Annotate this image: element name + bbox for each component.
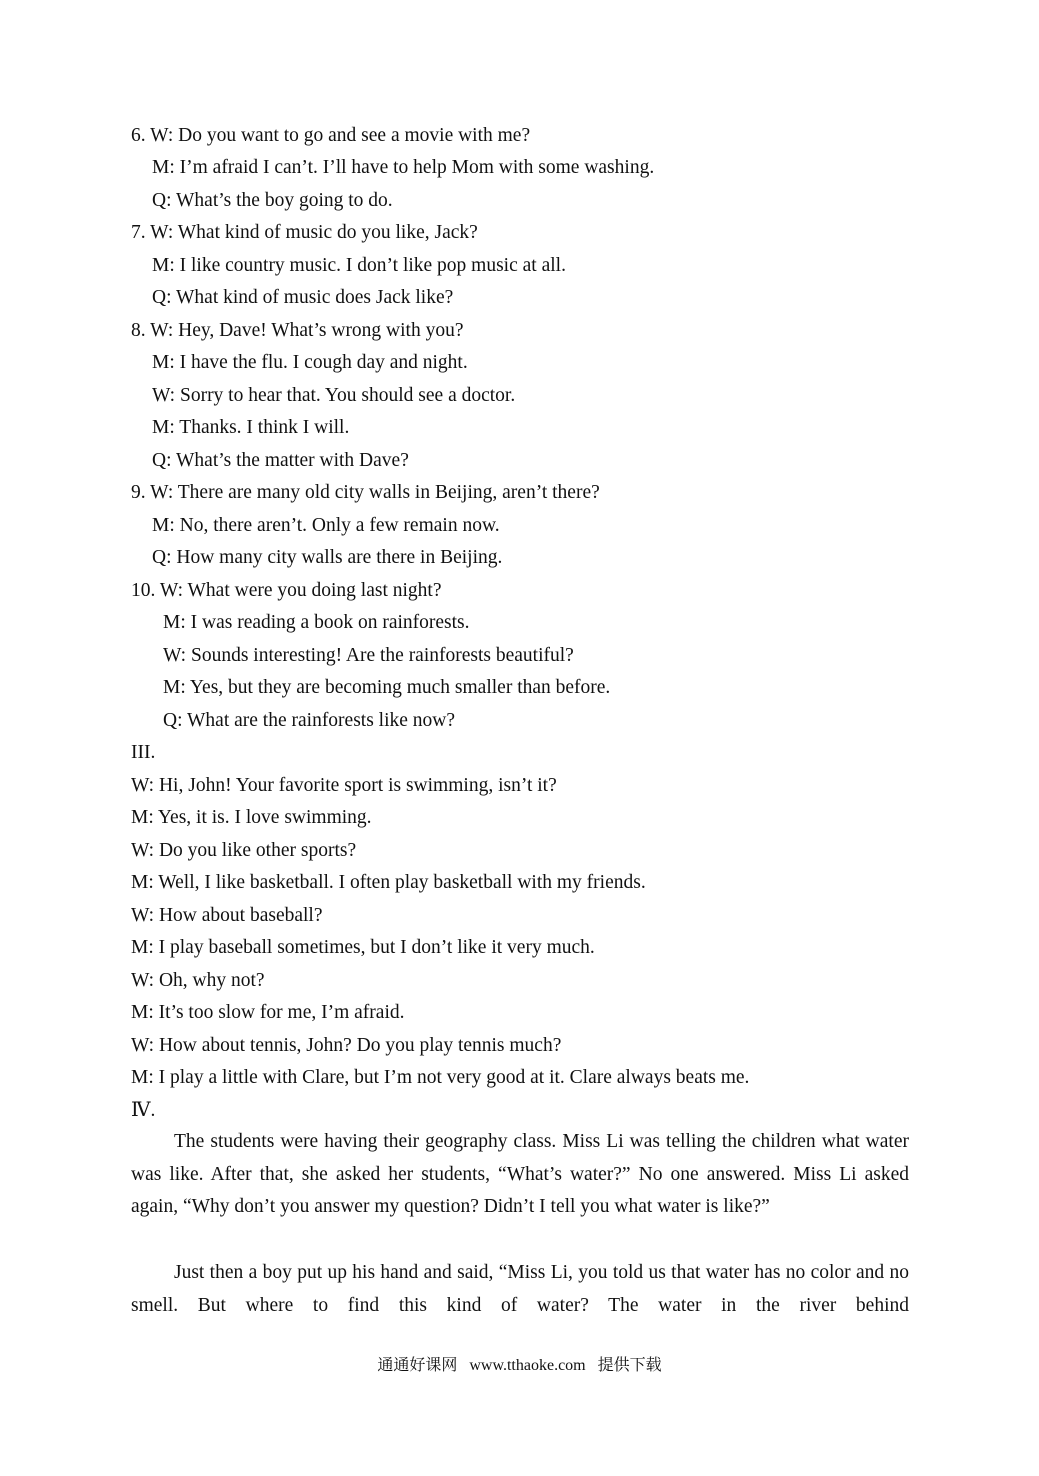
passage-paragraph-1: The students were having their geography class. Miss Li was telling the children what water was like. After that, she asked her students, “What’s water?” No one answered. Miss Li asked again, “Why don’t you answer my question? Didn’t I tell you what water is like?”	[131, 1131, 909, 1218]
q8-woman-line: 8. W: Hey, Dave! What’s wrong with you?	[131, 320, 464, 341]
dialogue-line: M: I play a little with Clare, but I’m not very good at it. Clare always beats me.	[131, 1067, 750, 1088]
section-4-heading: Ⅳ.	[131, 1100, 156, 1121]
q8-man-line-2: M: Thanks. I think I will.	[152, 417, 350, 438]
section-3-heading: III.	[131, 742, 156, 763]
dialogue-line: W: Hi, John! Your favorite sport is swimming, isn’t it?	[131, 775, 557, 796]
q9-question-line: Q: How many city walls are there in Beijing.	[152, 547, 503, 568]
dialogue-line: W: Do you like other sports?	[131, 840, 357, 861]
dialogue-line: W: How about tennis, John? Do you play tennis much?	[131, 1035, 562, 1056]
q7-question-line: Q: What kind of music does Jack like?	[152, 287, 454, 308]
dialogue-line: M: Yes, it is. I love swimming.	[131, 807, 372, 828]
footer-site-name: 通通好课网	[377, 1357, 458, 1374]
q6-man-line: M: I’m afraid I can’t. I’ll have to help Mom with some washing.	[152, 157, 655, 178]
q10-woman-line: 10. W: What were you doing last night?	[131, 580, 442, 601]
q7-man-line: M: I like country music. I don’t like pop music at all.	[152, 255, 566, 276]
q10-woman-line-2: W: Sounds interesting! Are the rainforests beautiful?	[163, 645, 574, 666]
dialogue-line: M: It’s too slow for me, I’m afraid.	[131, 1002, 405, 1023]
q8-man-line-1: M: I have the flu. I cough day and night.	[152, 352, 468, 373]
page-footer	[0, 1352, 1039, 1375]
q10-man-line-2: M: Yes, but they are becoming much smaller than before.	[163, 677, 611, 698]
q9-woman-line: 9. W: There are many old city walls in Beijing, aren’t there?	[131, 482, 600, 503]
q6-woman-line: 6. W: Do you want to go and see a movie with me?	[131, 125, 531, 146]
footer-url: www.tthaoke.com	[469, 1357, 586, 1374]
passage-paragraph-2: Just then a boy put up his hand and said, “Miss Li, you told us that water has no color and no smell. But where to find this kind of water? The water in the river behind	[131, 1262, 909, 1316]
q10-question-line: Q: What are the rainforests like now?	[163, 710, 456, 731]
dialogue-line: W: How about baseball?	[131, 905, 323, 926]
q7-woman-line: 7. W: What kind of music do you like, Jack?	[131, 222, 478, 243]
dialogue-line: M: I play baseball sometimes, but I don’t like it very much.	[131, 937, 595, 958]
footer-note: 提供下载	[597, 1357, 662, 1374]
q9-man-line: M: No, there aren’t. Only a few remain now.	[152, 515, 500, 536]
dialogue-line: M: Well, I like basketball. I often play basketball with my friends.	[131, 872, 646, 893]
q8-woman-line-2: W: Sorry to hear that. You should see a doctor.	[152, 385, 516, 406]
dialogue-line: W: Oh, why not?	[131, 970, 265, 991]
q6-question-line: Q: What’s the boy going to do.	[152, 190, 393, 211]
q10-man-line-1: M: I was reading a book on rainforests.	[163, 612, 470, 633]
q8-question-line: Q: What’s the matter with Dave?	[152, 450, 409, 471]
